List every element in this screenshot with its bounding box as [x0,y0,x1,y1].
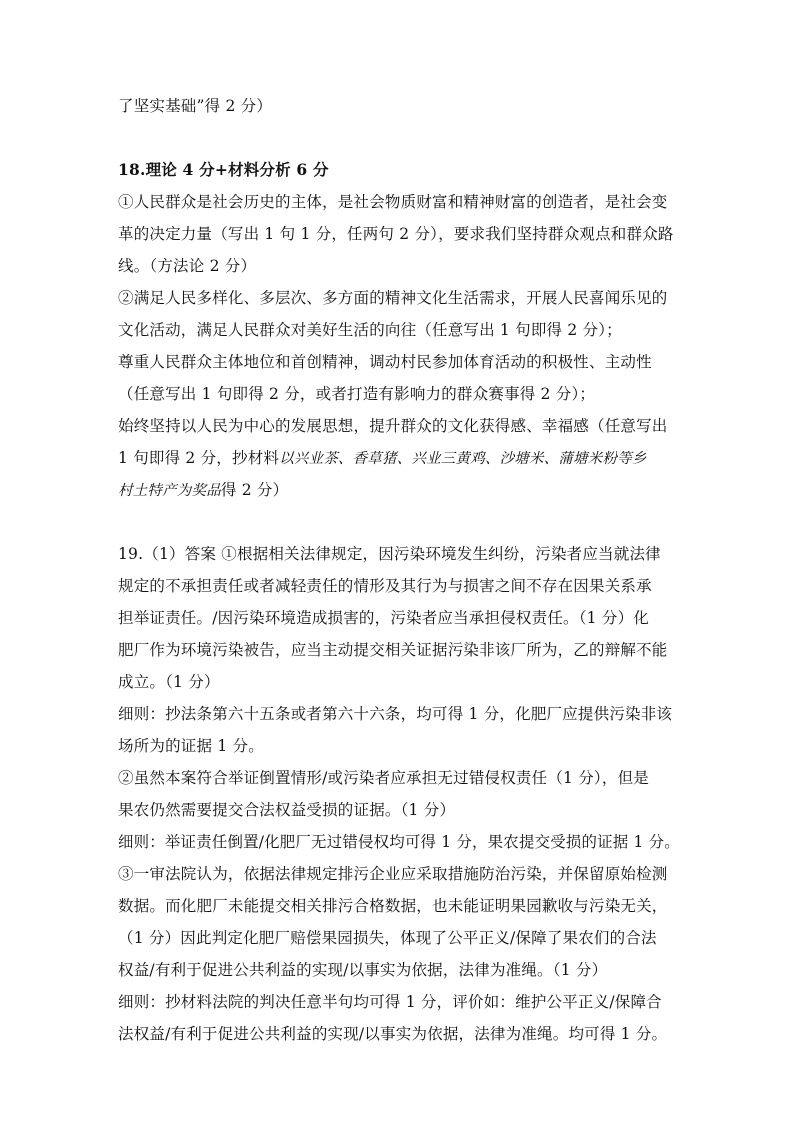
q19-line-8: ②虽然本案符合举证倒置情形/或污染者应承担无过错侵权责任（1 分），但是 [118,769,649,787]
q18-heading: 18.理论 4 分+材料分析 6 分 [118,160,329,179]
q19-line-1: 19.（1）答案 ①根据相关法律规定，因污染环境发生纠纷，污染者应当就法律 [118,545,661,563]
q19-line-4: 肥厂作为环境污染被告，应当主动提交相关证据污染非该厂所为，乙的辩解不能 [118,641,668,659]
q19-line-3: 担举证责任。/因污染环境造成损害的，污染者应当承担侵权责任。（1 分）化 [118,609,649,627]
q19-line-16: 法权益/有利于促进公共利益的实现/以事实为依据，法律为准绳。均可得 1 分。 [118,1025,668,1043]
q19-line-12: 数据。而化肥厂未能提交相关排污合格数据，也未能证明果园歉收与污染无关， [118,897,668,915]
q18-line-6: 尊重人民群众主体地位和首创精神，调动村民参加体育活动的积极性、主动性 [118,353,652,371]
q19-line-2: 规定的不承担责任或者减轻责任的情形及其行为与损害之间不存在因果关系承 [118,577,652,595]
q18-line-9 [118,448,647,469]
q19-line-13: （1 分）因此判定化肥厂赔偿果园损失，体现了公平正义/保障了果农们的合法 [118,929,657,947]
q18-line-2: 革的决定力量（写出 1 句 1 分，任两句 2 分），要求我们坚持群众观点和群众路 [118,225,674,243]
q19-line-14: 权益/有利于促进公共利益的实现/以事实为依据，法律为准绳。（1 分） [118,961,608,979]
q19-line-10: 细则：举证责任倒置/化肥厂无过错侵权均可得 1 分，果农提交受损的证据 1 分。 [118,833,680,851]
q19-line-6: 细则：抄法条第六十五条或者第六十六条，均可得 1 分，化肥厂应提供污染非该 [118,705,673,723]
q18-line-10-suffix: 得 2 分） [220,481,289,499]
q19-line-5: 成立。（1 分） [118,673,220,691]
q19-line-11: ③一审法院认为，依据法律规定排污企业应采取措施防治污染，并保留原始检测 [118,865,668,883]
q19-line-7: 场所为的证据 1 分。 [118,737,264,755]
q18-line-10 [118,480,288,501]
q18-line-4: ②满足人民多样化、多层次、多方面的精神文化生活需求，开展人民喜闻乐见的 [118,289,668,307]
previous-answer-tail: 了坚实基础”得 2 分） [118,97,273,115]
q19-line-9: 果农仍然需要提交合法权益受损的证据。（1 分） [118,801,456,819]
q18-line-3: 线。（方法论 2 分） [118,257,257,275]
q18-line-1: ①人民群众是社会历史的主体，是社会物质财富和精神财富的创造者，是社会变 [118,193,668,211]
q19-line-15: 细则：抄材料法院的判决任意半句均可得 1 分，评价如：维护公平正义/保障合 [118,993,662,1011]
q18-line-10-cursive: 村土特产为奖品 [118,483,221,499]
q18-line-7: （任意写出 1 句即得 2 分，或者打造有影响力的群众赛事得 2 分）； [118,385,596,403]
q18-line-9-prefix: 1 句即得 2 分，抄材料 [118,449,280,467]
q18-line-9-cursive: 以兴业茶、香草猪、兴业三黄鸡、沙塘米、蒲塘米粉等乡 [279,451,647,467]
q18-line-8: 始终坚持以人民为中心的发展思想，提升群众的文化获得感、幸福感（任意写出 [118,417,668,435]
q18-line-5: 文化活动，满足人民群众对美好生活的向往（任意写出 1 句即得 2 分）； [118,321,622,339]
